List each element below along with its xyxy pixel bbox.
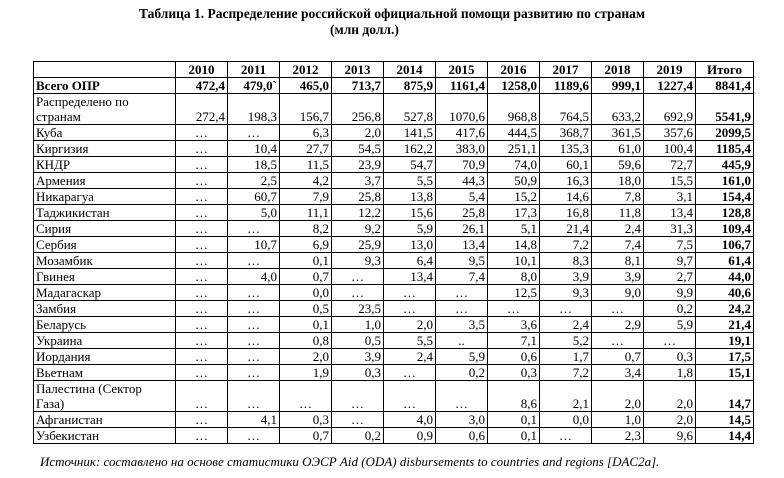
value-cell: 5,5 (384, 333, 436, 349)
table-row (34, 125, 754, 141)
header-cell: Итого (696, 62, 754, 78)
value-cell: 3,5 (436, 317, 488, 333)
value-cell: 7,4 (592, 237, 644, 253)
value-cell: 135,3 (540, 141, 592, 157)
value-cell: … (228, 253, 280, 269)
value-cell: 13,4 (644, 205, 696, 221)
value-cell: 9,2 (332, 221, 384, 237)
value-cell: 18,0 (592, 173, 644, 189)
oda-table (33, 61, 754, 444)
value-cell: 11,8 (592, 205, 644, 221)
table-title: Таблица 1. Распределение российской официальной помощи развитию по странам (138, 6, 646, 21)
value-cell: 1,9 (280, 365, 332, 381)
header-cell: 2011 (228, 62, 280, 78)
value-cell: 8,0 (488, 269, 540, 285)
table-row (34, 141, 754, 157)
value-cell: … (176, 381, 228, 412)
value-cell: 0,6 (436, 428, 488, 444)
value-cell: … (176, 205, 228, 221)
value-cell: 21,4 (540, 221, 592, 237)
value-cell: … (332, 381, 384, 412)
value-cell: 968,8 (488, 94, 540, 125)
value-cell: … (436, 301, 488, 317)
value-cell: 0,1 (488, 428, 540, 444)
country-name: Таджикистан (34, 205, 176, 221)
total-cell: 14,7 (696, 381, 754, 412)
value-cell: 10,7 (228, 237, 280, 253)
value-cell: 14,8 (488, 237, 540, 253)
table-row (34, 189, 754, 205)
country-name: Всего ОПР (34, 78, 176, 94)
value-cell: 875,9 (384, 78, 436, 94)
value-cell: 7,5 (644, 237, 696, 253)
value-cell: 764,5 (540, 94, 592, 125)
value-cell: 0,7 (280, 428, 332, 444)
table-row (34, 269, 754, 285)
value-cell: 2,0 (644, 412, 696, 428)
source-note: Источник: составлено на основе статистики ОЭСР Aid (ODA) disbursements to countries and regions [DAC2a]. (40, 454, 660, 469)
value-cell: 15,6 (384, 205, 436, 221)
value-cell: 0,3 (280, 412, 332, 428)
value-cell: … (540, 301, 592, 317)
value-cell: 18,5 (228, 157, 280, 173)
value-cell: 59,6 (592, 157, 644, 173)
value-cell: 13,4 (384, 269, 436, 285)
value-cell: 8,6 (488, 381, 540, 412)
value-cell: … (332, 269, 384, 285)
value-cell: 13,8 (384, 189, 436, 205)
table-row (34, 412, 754, 428)
value-cell: 0,1 (280, 317, 332, 333)
value-cell: 9,9 (644, 285, 696, 301)
value-cell: 54,5 (332, 141, 384, 157)
value-cell: 1,7 (540, 349, 592, 365)
value-cell: 4,1 (228, 412, 280, 428)
value-cell: 26,1 (436, 221, 488, 237)
value-cell: … (176, 253, 228, 269)
value-cell: 10,1 (488, 253, 540, 269)
value-cell: … (228, 349, 280, 365)
value-cell: 5,2 (540, 333, 592, 349)
country-name: Узбекистан (34, 428, 176, 444)
value-cell: 162,2 (384, 141, 436, 157)
value-cell: 4,0 (384, 412, 436, 428)
value-cell: 1161,4 (436, 78, 488, 94)
value-cell: 8,2 (280, 221, 332, 237)
table-row (34, 221, 754, 237)
table-row (34, 78, 754, 94)
country-name: Иордания (34, 349, 176, 365)
country-name: КНДР (34, 157, 176, 173)
value-cell: … (176, 317, 228, 333)
value-cell: … (488, 301, 540, 317)
value-cell: 7,8 (592, 189, 644, 205)
value-cell: … (176, 365, 228, 381)
table-row (34, 205, 754, 221)
header-cell: 2016 (488, 62, 540, 78)
value-cell: 10,4 (228, 141, 280, 157)
value-cell: 0,5 (280, 301, 332, 317)
country-name: Вьетнам (34, 365, 176, 381)
value-cell: 633,2 (592, 94, 644, 125)
value-cell: 7,2 (540, 365, 592, 381)
value-cell: … (332, 412, 384, 428)
value-cell: 12,5 (488, 285, 540, 301)
value-cell: 3,7 (332, 173, 384, 189)
table-row (34, 428, 754, 444)
value-cell: … (540, 428, 592, 444)
value-cell: 0,7 (280, 269, 332, 285)
value-cell: 0,2 (644, 301, 696, 317)
value-cell: 1258,0 (488, 78, 540, 94)
value-cell: 0,9 (384, 428, 436, 444)
table-row (34, 253, 754, 269)
table-row (34, 349, 754, 365)
country-name: Сирия (34, 221, 176, 237)
value-cell: 3,6 (488, 317, 540, 333)
value-cell: … (176, 189, 228, 205)
value-cell: 31,3 (644, 221, 696, 237)
value-cell: 9,5 (436, 253, 488, 269)
country-name: Замбия (34, 301, 176, 317)
value-cell: 2,0 (280, 349, 332, 365)
country-name: Сербия (34, 237, 176, 253)
value-cell: 0,0 (540, 412, 592, 428)
value-cell: 8,1 (592, 253, 644, 269)
value-cell: … (176, 333, 228, 349)
value-cell: 256,8 (332, 94, 384, 125)
value-cell: … (228, 381, 280, 412)
table-subtitle: (млн долл.) (330, 22, 399, 37)
table-row (34, 333, 754, 349)
value-cell: … (436, 381, 488, 412)
value-cell: 0,0 (280, 285, 332, 301)
value-cell: … (176, 141, 228, 157)
total-cell: 15,1 (696, 365, 754, 381)
value-cell: 15,2 (488, 189, 540, 205)
value-cell: 141,5 (384, 125, 436, 141)
value-cell: 74,0 (488, 157, 540, 173)
table-row (34, 317, 754, 333)
total-cell: 17,5 (696, 349, 754, 365)
value-cell: … (176, 221, 228, 237)
value-cell: 44,3 (436, 173, 488, 189)
table-row (34, 157, 754, 173)
table-row (34, 301, 754, 317)
value-cell: 60,1 (540, 157, 592, 173)
value-cell: 3,1 (644, 189, 696, 205)
value-cell: 2,1 (540, 381, 592, 412)
value-cell: 1,0 (332, 317, 384, 333)
total-cell: 1185,4 (696, 141, 754, 157)
value-cell: 3,4 (592, 365, 644, 381)
total-cell: 61,4 (696, 253, 754, 269)
value-cell: 368,7 (540, 125, 592, 141)
value-cell: 9,3 (540, 285, 592, 301)
value-cell: 2,3 (592, 428, 644, 444)
value-cell: 16,3 (540, 173, 592, 189)
value-cell: 2,9 (592, 317, 644, 333)
header-row (34, 62, 754, 78)
value-cell: … (228, 285, 280, 301)
value-cell: 5,5 (384, 173, 436, 189)
total-cell: 154,4 (696, 189, 754, 205)
value-cell: 0,3 (488, 365, 540, 381)
table-row (34, 381, 754, 412)
country-name: Мадагаскар (34, 285, 176, 301)
header-cell: 2019 (644, 62, 696, 78)
value-cell: 0,7 (592, 349, 644, 365)
value-cell: … (176, 301, 228, 317)
value-cell: … (176, 428, 228, 444)
value-cell: 23,9 (332, 157, 384, 173)
total-cell: 19,1 (696, 333, 754, 349)
total-cell: 14,4 (696, 428, 754, 444)
value-cell: 13,4 (436, 237, 488, 253)
value-cell: 357,6 (644, 125, 696, 141)
value-cell: … (176, 349, 228, 365)
value-cell: 0,6 (488, 349, 540, 365)
value-cell: 0,2 (332, 428, 384, 444)
value-cell: 272,4 (176, 94, 228, 125)
value-cell: 713,7 (332, 78, 384, 94)
value-cell: 9,0 (592, 285, 644, 301)
country-name: Куба (34, 125, 176, 141)
value-cell: 1,0 (592, 412, 644, 428)
value-cell: 13,0 (384, 237, 436, 253)
total-cell: 128,8 (696, 205, 754, 221)
value-cell: 0,3 (644, 349, 696, 365)
country-name: Палестина (Сектор Газа) (34, 381, 176, 412)
value-cell: 1070,6 (436, 94, 488, 125)
value-cell: 2,4 (592, 221, 644, 237)
value-cell: 3,9 (540, 269, 592, 285)
value-cell: 2,0 (592, 381, 644, 412)
value-cell: 5,0 (228, 205, 280, 221)
value-cell: 361,5 (592, 125, 644, 141)
total-cell: 14,5 (696, 412, 754, 428)
value-cell: 0,8 (280, 333, 332, 349)
value-cell: 692,9 (644, 94, 696, 125)
total-cell: 5541,9 (696, 94, 754, 125)
value-cell: 61,0 (592, 141, 644, 157)
value-cell: 5,4 (436, 189, 488, 205)
value-cell: 16,8 (540, 205, 592, 221)
table-row (34, 285, 754, 301)
value-cell: 6,4 (384, 253, 436, 269)
value-cell: 11,5 (280, 157, 332, 173)
value-cell: 444,5 (488, 125, 540, 141)
value-cell: 2,5 (228, 173, 280, 189)
total-cell: 161,0 (696, 173, 754, 189)
country-name: Афганистан (34, 412, 176, 428)
value-cell: … (280, 381, 332, 412)
value-cell: 5,9 (644, 317, 696, 333)
value-cell: 8,3 (540, 253, 592, 269)
header-cell: 2012 (280, 62, 332, 78)
value-cell: 9,6 (644, 428, 696, 444)
value-cell: 0,5 (332, 333, 384, 349)
table-row (34, 365, 754, 381)
value-cell: 7,2 (540, 237, 592, 253)
total-cell: 109,4 (696, 221, 754, 237)
value-cell: 2,0 (384, 317, 436, 333)
table-row (34, 237, 754, 253)
country-name: Никарагуа (34, 189, 176, 205)
total-cell: 445,9 (696, 157, 754, 173)
value-cell: 156,7 (280, 94, 332, 125)
value-cell: … (644, 333, 696, 349)
value-cell: … (176, 157, 228, 173)
value-cell: 14,6 (540, 189, 592, 205)
total-cell: 21,4 (696, 317, 754, 333)
value-cell: 2,4 (540, 317, 592, 333)
value-cell: … (384, 301, 436, 317)
value-cell: 5,9 (384, 221, 436, 237)
value-cell: 100,4 (644, 141, 696, 157)
value-cell: 2,0 (644, 381, 696, 412)
value-cell: 2,4 (384, 349, 436, 365)
value-cell: … (228, 301, 280, 317)
value-cell: 17,3 (488, 205, 540, 221)
value-cell: 999,1 (592, 78, 644, 94)
header-cell: 2017 (540, 62, 592, 78)
table-row (34, 94, 754, 125)
value-cell: … (176, 269, 228, 285)
value-cell: … (228, 333, 280, 349)
value-cell: 9,7 (644, 253, 696, 269)
header-cell-blank (34, 62, 176, 78)
value-cell: 1189,6 (540, 78, 592, 94)
country-name: Украина (34, 333, 176, 349)
value-cell: 25,8 (436, 205, 488, 221)
value-cell: 50,9 (488, 173, 540, 189)
value-cell: 0,1 (280, 253, 332, 269)
value-cell: 5,9 (436, 349, 488, 365)
total-cell: 2099,5 (696, 125, 754, 141)
value-cell: 7,9 (280, 189, 332, 205)
value-cell: … (176, 285, 228, 301)
value-cell: 9,3 (332, 253, 384, 269)
table-row (34, 173, 754, 189)
value-cell: 4,2 (280, 173, 332, 189)
value-cell: 54,7 (384, 157, 436, 173)
value-cell: 198,3 (228, 94, 280, 125)
value-cell: 5,1 (488, 221, 540, 237)
value-cell: 3,9 (332, 349, 384, 365)
value-cell: 11,1 (280, 205, 332, 221)
country-name: Армения (34, 173, 176, 189)
value-cell: … (176, 412, 228, 428)
value-cell: 25,8 (332, 189, 384, 205)
value-cell: … (384, 285, 436, 301)
value-cell: 417,6 (436, 125, 488, 141)
value-cell: … (176, 173, 228, 189)
value-cell: .. (436, 333, 488, 349)
value-cell: 479,0` (228, 78, 280, 94)
header-cell: 2015 (436, 62, 488, 78)
value-cell: … (384, 381, 436, 412)
value-cell: 7,4 (436, 269, 488, 285)
value-cell: 0,1 (488, 412, 540, 428)
country-name: Беларусь (34, 317, 176, 333)
total-cell: 8841,4 (696, 78, 754, 94)
country-name: Гвинея (34, 269, 176, 285)
total-cell: 44,0 (696, 269, 754, 285)
value-cell: 7,1 (488, 333, 540, 349)
value-cell: … (592, 301, 644, 317)
table-body (34, 78, 754, 444)
value-cell: 0,2 (436, 365, 488, 381)
value-cell: … (228, 365, 280, 381)
country-name: Распределено по странам (34, 94, 176, 125)
value-cell: … (384, 365, 436, 381)
header-cell: 2010 (176, 62, 228, 78)
value-cell: 12,2 (332, 205, 384, 221)
value-cell: … (228, 317, 280, 333)
value-cell: 527,8 (384, 94, 436, 125)
value-cell: … (436, 285, 488, 301)
value-cell: 2,0 (332, 125, 384, 141)
value-cell: … (228, 221, 280, 237)
value-cell: 15,5 (644, 173, 696, 189)
value-cell: 0,3 (332, 365, 384, 381)
total-cell: 40,6 (696, 285, 754, 301)
value-cell: 27,7 (280, 141, 332, 157)
value-cell: 72,7 (644, 157, 696, 173)
country-name: Мозамбик (34, 253, 176, 269)
value-cell: 472,4 (176, 78, 228, 94)
value-cell: … (228, 125, 280, 141)
value-cell: 1,8 (644, 365, 696, 381)
value-cell: 2,7 (644, 269, 696, 285)
value-cell: 383,0 (436, 141, 488, 157)
country-name: Киргизия (34, 141, 176, 157)
header-cell: 2013 (332, 62, 384, 78)
value-cell: … (228, 428, 280, 444)
total-cell: 24,2 (696, 301, 754, 317)
header-cell: 2018 (592, 62, 644, 78)
value-cell: … (332, 285, 384, 301)
header-cell: 2014 (384, 62, 436, 78)
value-cell: … (592, 333, 644, 349)
value-cell: 4,0 (228, 269, 280, 285)
total-cell: 106,7 (696, 237, 754, 253)
value-cell: … (176, 237, 228, 253)
value-cell: 3,0 (436, 412, 488, 428)
value-cell: 465,0 (280, 78, 332, 94)
value-cell: 23,5 (332, 301, 384, 317)
value-cell: 25,9 (332, 237, 384, 253)
value-cell: 6,9 (280, 237, 332, 253)
value-cell: 3,9 (592, 269, 644, 285)
value-cell: 1227,4 (644, 78, 696, 94)
value-cell: 60,7 (228, 189, 280, 205)
value-cell: 6,3 (280, 125, 332, 141)
value-cell: … (176, 125, 228, 141)
value-cell: 70,9 (436, 157, 488, 173)
value-cell: 251,1 (488, 141, 540, 157)
